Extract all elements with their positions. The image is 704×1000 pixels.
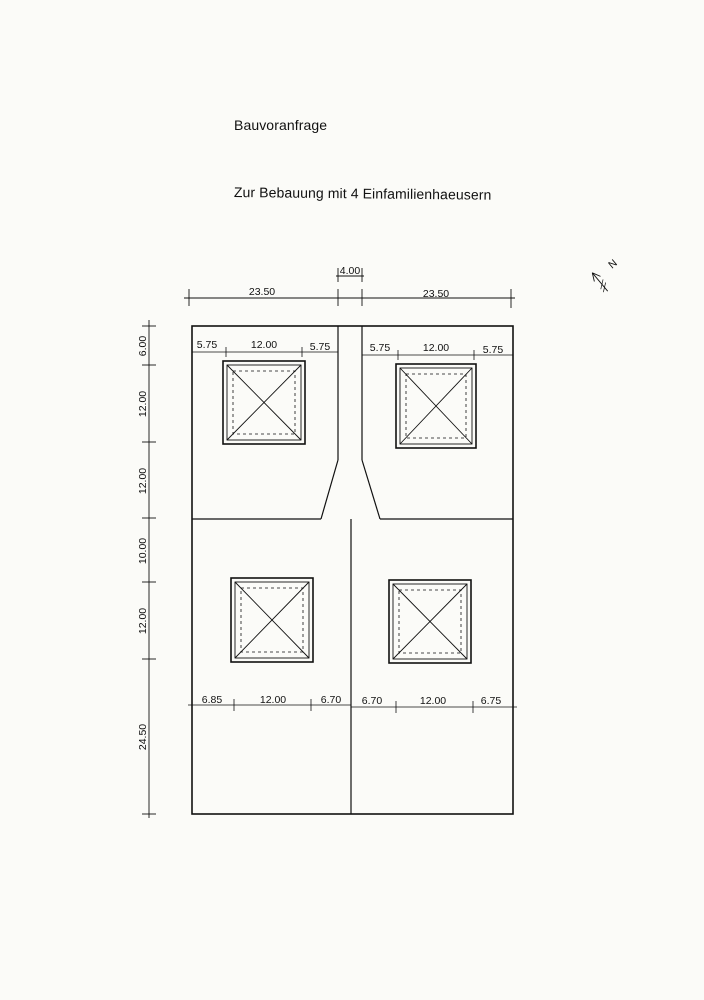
house-top-left (223, 361, 305, 444)
dim-top-left: 23.50 (248, 286, 276, 298)
dim-lot-tl-1: 5.75 (196, 339, 218, 351)
dim-left-6: 24.50 (137, 723, 149, 751)
page-subtitle: Zur Bebauung mit 4 Einfamilienhaeusern (233, 184, 492, 203)
dim-left-1: 6.00 (137, 335, 149, 357)
plot-boundary (192, 326, 513, 814)
house-bottom-left (231, 578, 313, 662)
dim-lot-bl-1: 6.85 (201, 694, 223, 706)
dim-lot-tr-3: 5.75 (482, 344, 504, 356)
dim-lot-bl-3: 6.70 (320, 694, 342, 706)
dim-lot-tl-2: 12.00 (250, 339, 278, 351)
dim-lot-tr-1: 5.75 (369, 342, 391, 354)
dim-lot-bl-2: 12.00 (259, 694, 287, 706)
north-arrow-icon (589, 270, 611, 294)
dim-left-3: 12.00 (137, 467, 149, 495)
dim-lot-tr-2: 12.00 (422, 342, 450, 354)
dim-top-lane: 4.00 (339, 265, 361, 277)
dim-left-2: 12.00 (137, 390, 149, 418)
dim-lot-br-2: 12.00 (419, 695, 447, 707)
lane-left-flare (321, 460, 338, 519)
page-title: Bauvoranfrage (234, 117, 328, 133)
dim-lot-br-3: 6.75 (480, 695, 502, 707)
dim-left-4: 10.00 (137, 537, 149, 565)
dim-lot-tl-3: 5.75 (309, 341, 331, 353)
dim-top-right: 23.50 (422, 288, 450, 300)
lot-dimension-chains-top (192, 347, 513, 360)
house-bottom-right (389, 580, 471, 663)
dim-left-5: 12.00 (137, 607, 149, 635)
dim-lot-br-1: 6.70 (361, 695, 383, 707)
lane-right-flare (362, 460, 380, 519)
house-top-right (396, 364, 476, 448)
north-label: N (606, 257, 620, 272)
lot-dimension-chains-bottom (188, 699, 517, 713)
